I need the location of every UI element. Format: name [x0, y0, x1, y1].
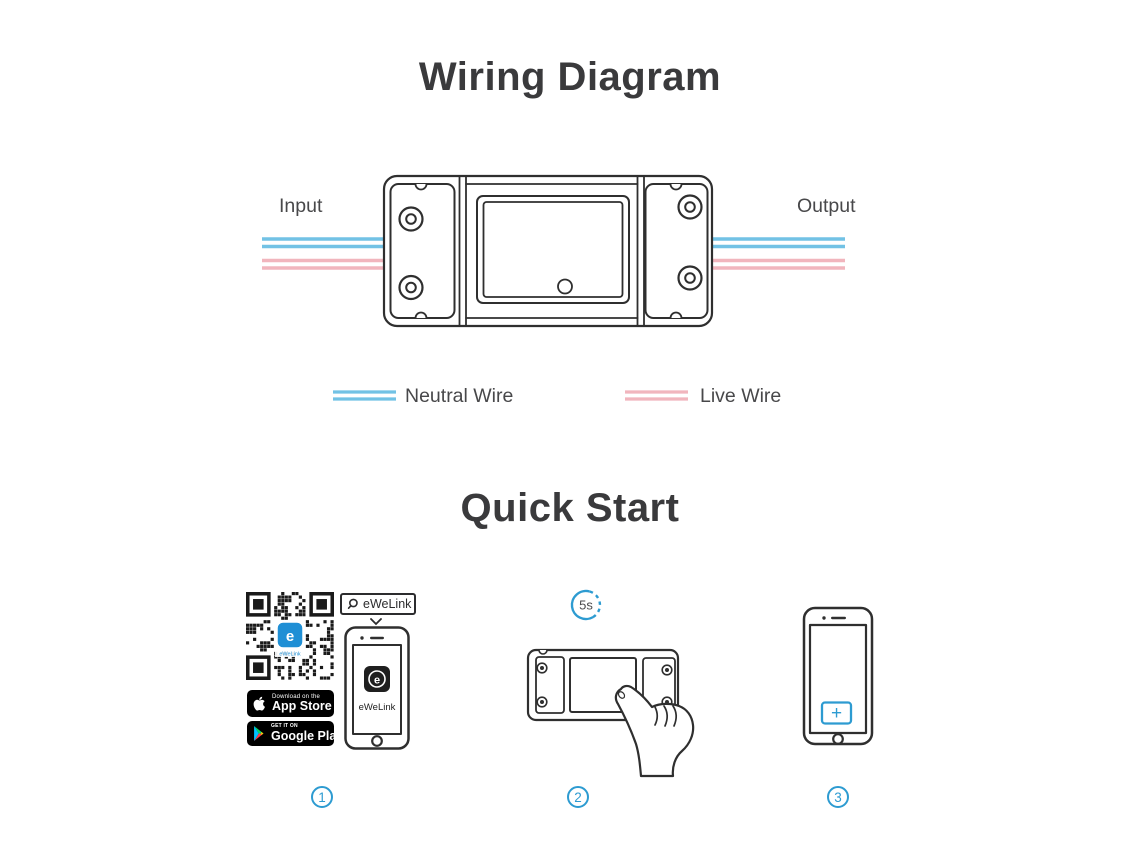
- search-icon: [347, 598, 359, 610]
- qr-icon-label: eWeLink: [279, 651, 301, 658]
- input-label: Input: [279, 195, 323, 217]
- live-wire-swatch: [625, 392, 688, 399]
- app-store-badge-line2: App Store: [272, 699, 332, 714]
- neutral-wire-swatch: [333, 392, 396, 399]
- phone-app-label: eWeLink: [358, 702, 396, 713]
- search-input-value: eWeLink: [363, 597, 412, 611]
- app-store-badge-line1: Download on the: [272, 693, 321, 700]
- app-store-badge: [247, 690, 334, 717]
- google-play-badge-line2: Google Play: [271, 728, 344, 743]
- timer-5s-icon: [572, 591, 600, 619]
- search-input: [340, 593, 416, 615]
- live-wire-label: Live Wire: [700, 385, 782, 407]
- neutral-wire-label: Neutral Wire: [405, 385, 514, 407]
- plus-icon: +: [830, 703, 843, 724]
- qr-ewelink-app-icon: [275, 622, 305, 658]
- google-play-icon: [253, 726, 265, 741]
- google-play-badge: [247, 721, 344, 746]
- google-play-badge-line1: GET IT ON: [271, 723, 298, 730]
- ewelink-app-icon: [364, 666, 390, 692]
- apple-logo-icon: [253, 696, 266, 711]
- smartphone-step1-illustration: [346, 628, 409, 749]
- speaker-icon: [370, 637, 384, 639]
- quick-start-title: Quick Start: [460, 486, 680, 530]
- device-button-icon: [558, 280, 572, 294]
- qr-icon-letter: e: [285, 628, 295, 645]
- step-1-number: 1: [311, 786, 333, 808]
- speaker-icon: [831, 617, 846, 619]
- output-label: Output: [797, 195, 856, 217]
- camera-icon: [822, 616, 825, 619]
- wiring-diagram-title: Wiring Diagram: [418, 55, 722, 99]
- smartphone-step3-illustration: [804, 608, 872, 744]
- chevron-down-icon: [371, 619, 381, 624]
- step-3-number: 3: [827, 786, 849, 808]
- smart-switch-illustration: [384, 176, 712, 326]
- app-icon-letter: e: [373, 674, 381, 687]
- left-terminal-cover: [391, 184, 455, 318]
- timer-label: 5s: [579, 597, 593, 613]
- step-2-number: 2: [567, 786, 589, 808]
- camera-icon: [360, 636, 363, 639]
